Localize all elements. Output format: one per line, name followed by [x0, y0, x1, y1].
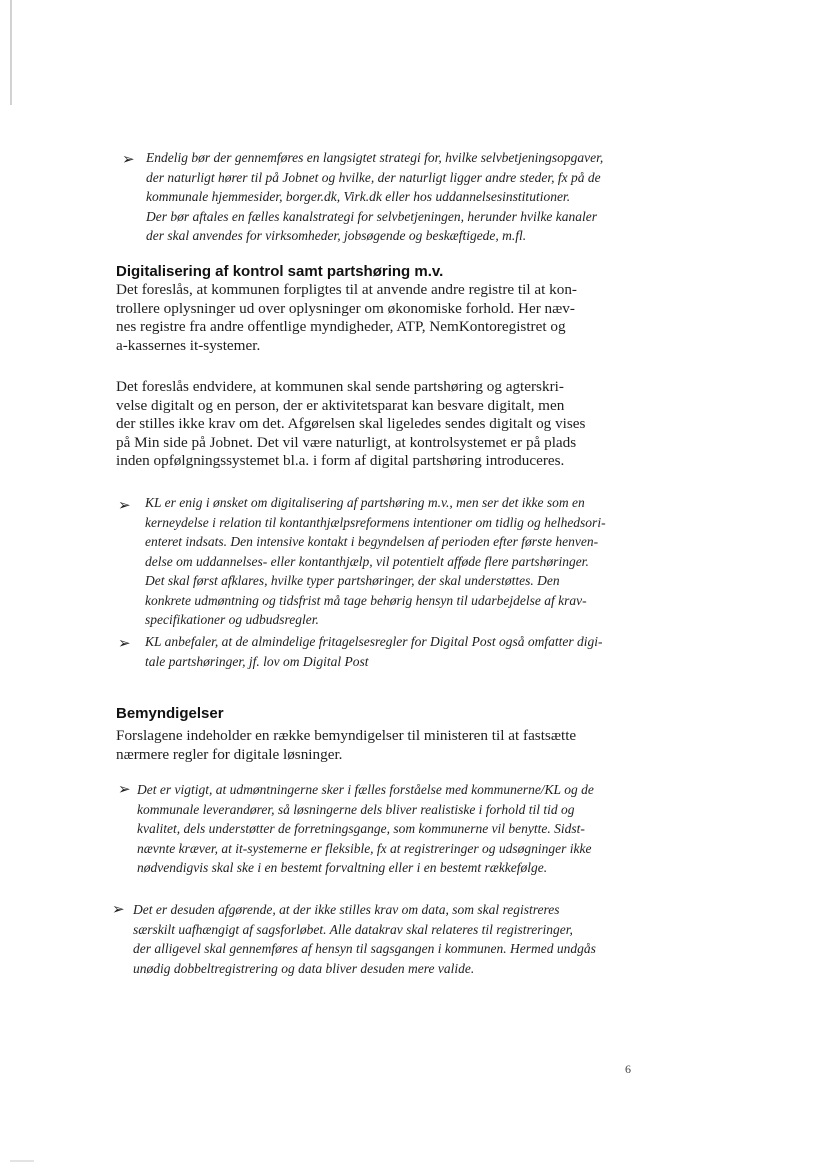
bullet-text: KL anbefaler, at de almindelige fritagelsesregler for Digital Post også omfatter digi- tale partshøringer, jf. lov om Digital Post	[145, 634, 603, 669]
bullet-arrow-icon: ➢	[118, 780, 131, 798]
bullet-arrow-icon: ➢	[112, 900, 125, 918]
section-heading: Digitalisering af kontrol samt partshøring m.v.	[116, 263, 444, 280]
section-heading: Bemyndigelser	[116, 705, 224, 722]
paragraph: Forslagene indeholder en række bemyndigelser til ministeren til at fastsætte nærmere regler for digitale løsninger.	[116, 727, 577, 763]
bullet-arrow-icon: ➢	[118, 634, 131, 652]
bullet-arrow-icon: ➢	[122, 150, 135, 168]
bullet-text: Endelig bør der gennemføres en langsigtet strategi for, hvilke selvbetjeningsopgaver, der naturligt hører til på Jobnet og hvilke, der naturligt ligger andre steder, fx på de kommunale hjemmesider, borger.dk, Virk.dk eller hos uddannelsesinstitutioner. Der bør aftales en fælles kanalstrategi for selvbetjeningen, herunder hvilke kanaler der skal anvendes for virksomheder, jobsøgende og beskæftigede, m.fl.	[146, 150, 604, 243]
bullet-arrow-icon: ➢	[118, 496, 131, 514]
page-number: 6	[625, 1062, 631, 1076]
paragraph: Det foreslås endvidere, at kommunen skal sende partshøring og agterskri- velse digitalt og en person, der er aktivitetsparat kan besvare digitalt, men der stilles ikke krav om det. Afgørelsen skal ligeledes sendes digitalt og vises på Min side på Jobnet. Det vil være naturligt, at kontrolsystemet er på plads inden opfølgningssystemet bl.a. i form af digital partshøring introduceres.	[116, 378, 586, 470]
paragraph: Det foreslås, at kommunen forpligtes til at anvende andre registre til at kon- trollere oplysninger ud over oplysninger om økonomiske forhold. Her næv- nes registre fra andre offentlige myndigheder, ATP, NemKontoregistret og a-kassernes it-systemer.	[116, 281, 577, 354]
scan-mark	[10, 1160, 34, 1162]
bullet-text: KL er enig i ønsket om digitalisering af partshøring m.v., men ser det ikke som en kerneydelse i relation til kontanthjælpsreformens intentioner om tidlig og helhedsori- enteret indsats. Den intensive kontakt i begyndelsen af perioden efter første henven- delse om uddannelses- eller kontanthjælp, vil potentielt afføde flere partshøringer. Det skal først afklares, hvilke typer partshøringer, der skal understøttes. Den konkrete udmøntning og tidsfrist må tage behørig hensyn til udarbejdelse af krav- specifikationer og udbudsregler.	[145, 495, 606, 627]
scan-edge-line	[10, 0, 12, 105]
bullet-text: Det er desuden afgørende, at der ikke stilles krav om data, som skal registreres særskilt uafhængigt af sagsforløbet. Alle datakrav skal relateres til registreringer, der alligevel skal gennemføres af hensyn til sagsgangen i kommunen. Hermed undgås unødig dobbeltregistrering og data bliver desuden mere valide.	[133, 902, 596, 976]
bullet-text: Det er vigtigt, at udmøntningerne sker i fælles forståelse med kommunerne/KL og de kommunale leverandører, så løsningerne dels bliver realistiske i forhold til tid og kvalitet, dels understøtter de forretningsgange, som kommunerne vil benytte. Sidst- nævnte kræver, at it-systemerne er fleksible, fx at registreringer og udsøgninger ikke nødvendigvis skal ske i en bestemt forvaltning eller i en bestemt rækkefølge.	[137, 782, 594, 875]
